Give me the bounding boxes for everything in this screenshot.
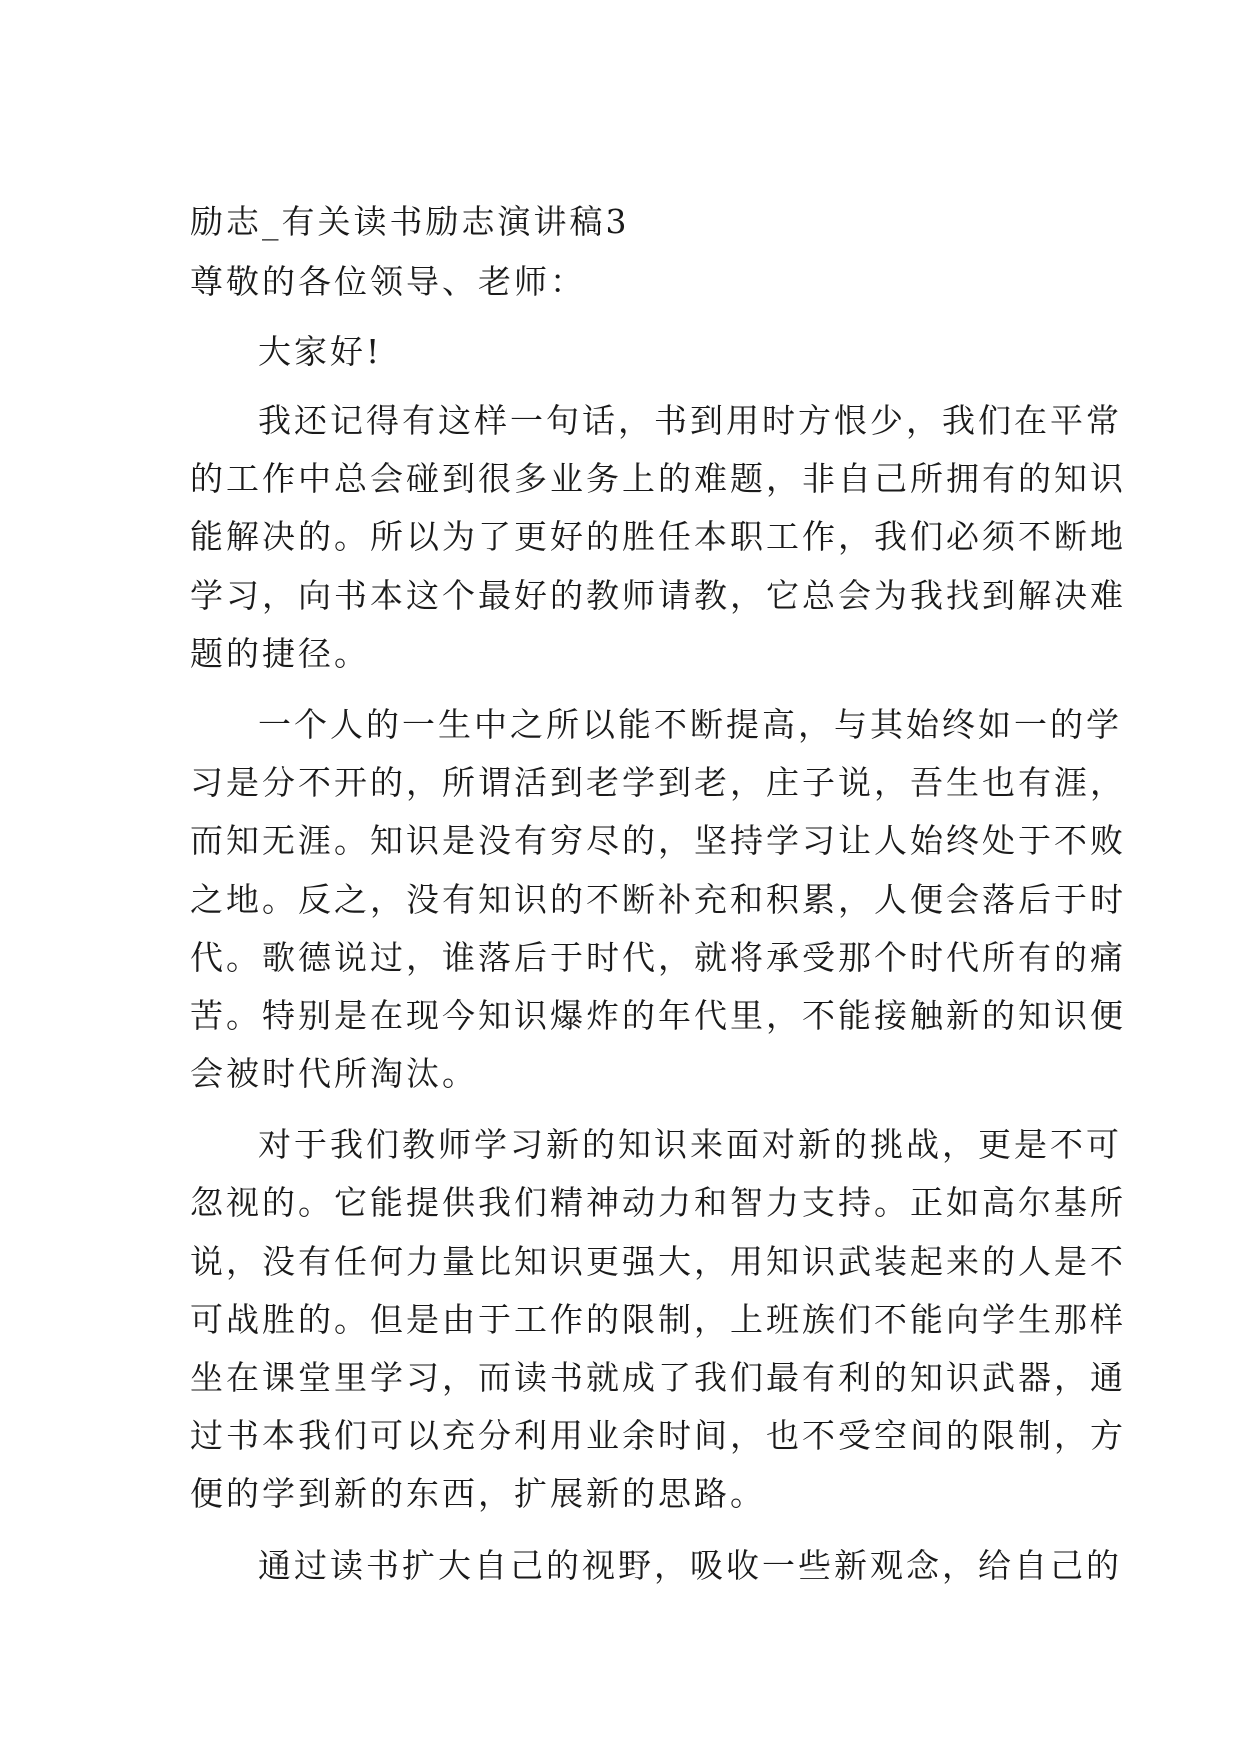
text-line: 可战胜的。但是由于工作的限制，上班族们不能向学生那样: [190, 1299, 1126, 1339]
text-line: 忽视的。它能提供我们精神动力和智力支持。正如高尔基所: [190, 1183, 1126, 1223]
paragraph-4: [190, 1537, 1122, 1595]
text-line: 我还记得有这样一句话，书到用时方恨少，我们在平常: [258, 401, 1122, 440]
text-line: 对于我们教师学习新的知识来面对新的挑战，更是不可: [258, 1125, 1122, 1165]
document-title: 励志_有关读书励志演讲稿3: [190, 202, 630, 241]
paragraph-3: [190, 1116, 1126, 1523]
text-line: 过书本我们可以充分利用业余时间，也不受空间的限制，方: [190, 1416, 1126, 1456]
text-line: 代。歌德说过，谁落后于时代，就将承受那个时代所有的痛: [190, 937, 1126, 977]
paragraph-1: [190, 392, 1126, 683]
text-line: 的工作中总会碰到很多业务上的难题，非自己所拥有的知识: [190, 459, 1126, 499]
text-line: 便的学到新的东西，扩展新的思路。: [190, 1474, 766, 1514]
text-line: 之地。反之，没有知识的不断补充和积累，人便会落后于时: [190, 879, 1126, 919]
text-line: 学习，向书本这个最好的教师请教，它总会为我找到解决难: [190, 575, 1126, 615]
salutation: 尊敬的各位领导、老师：: [190, 262, 586, 301]
greeting: 大家好!: [258, 332, 383, 371]
document-body: [190, 192, 1126, 1595]
text-line: 苦。特别是在现今知识爆炸的年代里，不能接触新的知识便: [190, 995, 1126, 1035]
text-line: 能解决的。所以为了更好的胜任本职工作，我们必须不断地: [190, 517, 1126, 557]
text-line: 说，没有任何力量比知识更强大，用知识武装起来的人是不: [190, 1241, 1126, 1281]
text-line: 坐在课堂里学习，而读书就成了我们最有利的知识武器，通: [190, 1358, 1126, 1397]
text-line: 习是分不开的，所谓活到老学到老，庄子说，吾生也有涯，: [190, 763, 1126, 803]
text-line: 一个人的一生中之所以能不断提高，与其始终如一的学: [258, 704, 1122, 744]
paragraph-2: [190, 696, 1126, 1103]
text-line: 而知无涯。知识是没有穷尽的，坚持学习让人始终处于不败: [190, 821, 1126, 861]
text-line: 会被时代所淘汰。: [190, 1054, 478, 1094]
text-line: 题的捷径。: [190, 633, 370, 673]
text-line: 通过读书扩大自己的视野，吸收一些新观念，给自己的: [258, 1545, 1122, 1585]
